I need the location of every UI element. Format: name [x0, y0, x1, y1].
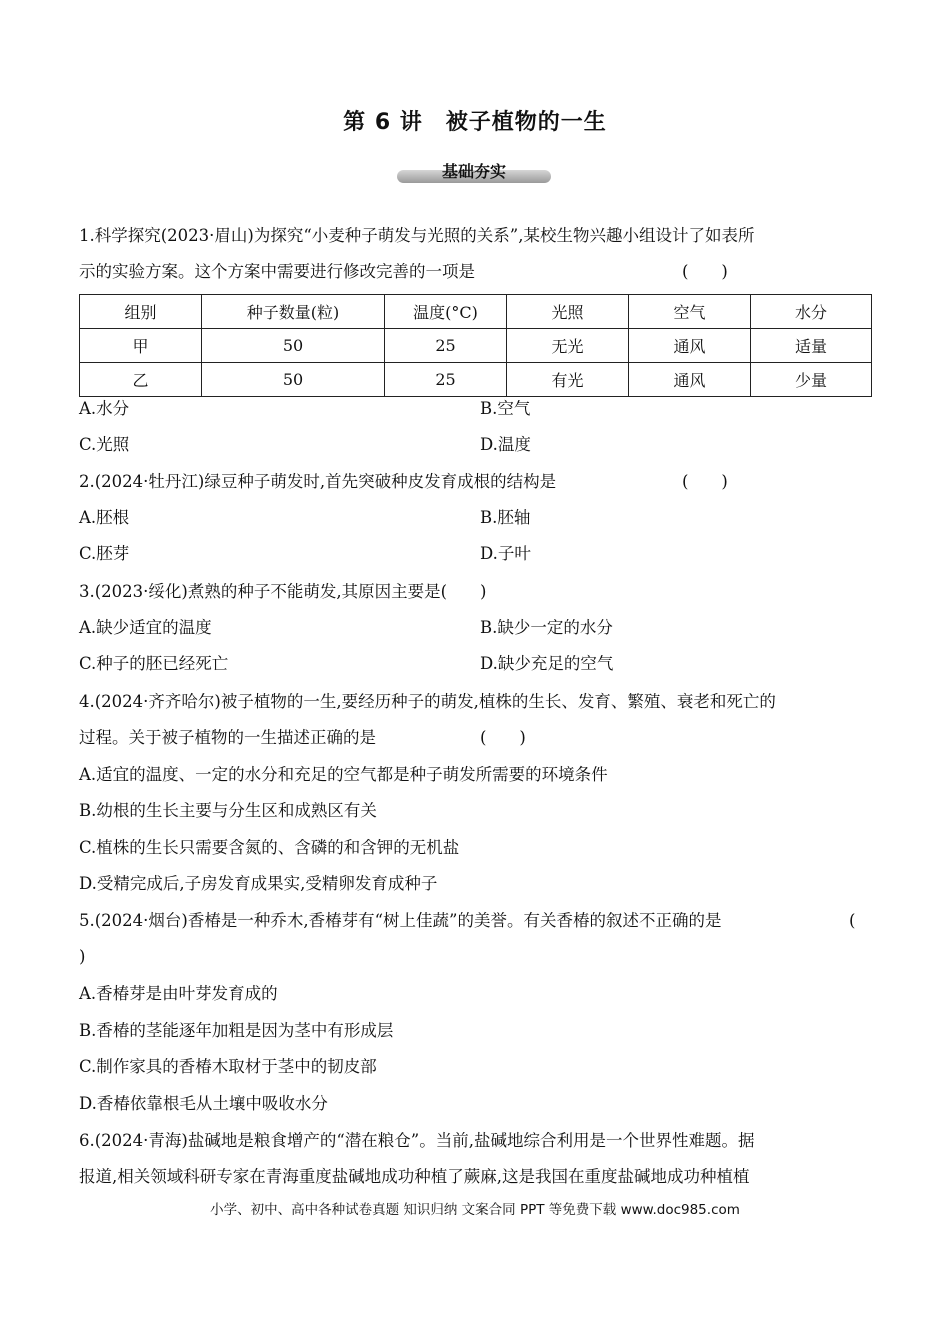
q2-answer-blank: ( ) [682, 472, 728, 491]
section-heading: 基础夯实 [441, 162, 506, 181]
table-cell: 50 [202, 363, 385, 397]
q3-option-c: C.种子的胚已经死亡 [79, 654, 229, 673]
table-cell: 通风 [629, 329, 751, 363]
q6-stem-line1: 6.(2024·青海)盐碱地是粮食增产的“潜在粮仓”。当前,盐碱地综合利用是一个世界性难题。据 [79, 1131, 755, 1150]
section-banner [397, 159, 551, 185]
table-cell: 25 [385, 363, 507, 397]
q1-stem-line2: 示的实验方案。这个方案中需要进行修改完善的一项是 [79, 262, 475, 281]
table-header-cell: 温度(°C) [385, 295, 507, 329]
q2-option-b: B.胚轴 [480, 508, 531, 527]
q3-option-d: D.缺少充足的空气 [480, 654, 614, 673]
table-cell: 乙 [80, 363, 202, 397]
page-title: 第 6 讲 被子植物的一生 [343, 110, 607, 135]
table-header-cell: 组别 [80, 295, 202, 329]
table-header-cell: 种子数量(粒) [202, 295, 385, 329]
q4-stem-line1: 4.(2024·齐齐哈尔)被子植物的一生,要经历种子的萌发,植株的生长、发育、繁殖、衰老和死亡的 [79, 692, 776, 711]
table-cell: 通风 [629, 363, 751, 397]
table-cell: 50 [202, 329, 385, 363]
table-row [80, 329, 872, 363]
q2-option-d: D.子叶 [480, 544, 531, 563]
q5-answer-blank-close: ) [79, 947, 86, 966]
q4-option-c: C.植株的生长只需要含氮的、含磷的和含钾的无机盐 [79, 838, 460, 857]
q2-option-c: C.胚芽 [79, 544, 130, 563]
experiment-table [79, 294, 872, 397]
q5-option-d: D.香椿依靠根毛从土壤中吸收水分 [79, 1094, 328, 1113]
table-header-cell: 空气 [629, 295, 751, 329]
q4-option-d: D.受精完成后,子房发育成果实,受精卵发育成种子 [79, 874, 438, 893]
table-cell: 25 [385, 329, 507, 363]
q1-option-b: B.空气 [480, 399, 531, 418]
q5-answer-blank-open: ( [849, 911, 856, 930]
q2-stem: 2.(2024·牡丹江)绿豆种子萌发时,首先突破种皮发育成根的结构是 [79, 472, 557, 491]
q1-option-d: D.温度 [480, 435, 531, 454]
table-cell: 有光 [507, 363, 629, 397]
q1-option-c: C.光照 [79, 435, 130, 454]
table-header-cell: 光照 [507, 295, 629, 329]
table-row [80, 363, 872, 397]
q6-stem-line2: 报道,相关领域科研专家在青海重度盐碱地成功种植了蕨麻,这是我国在重度盐碱地成功种植植 [79, 1167, 750, 1186]
q1-option-a: A.水分 [79, 399, 130, 418]
table-cell: 甲 [80, 329, 202, 363]
q1-stem-line1: 1.科学探究(2023·眉山)为探究“小麦种子萌发与光照的关系”,某校生物兴趣小组设计了如表所 [79, 226, 755, 245]
q4-option-b: B.幼根的生长主要与分生区和成熟区有关 [79, 801, 377, 820]
table-cell: 无光 [507, 329, 629, 363]
q3-stem: 3.(2023·绥化)煮熟的种子不能萌发,其原因主要是( ) [79, 582, 487, 601]
q1-answer-blank: ( ) [682, 262, 728, 281]
q4-answer-blank: ( ) [480, 728, 526, 747]
q5-option-a: A.香椿芽是由叶芽发育成的 [79, 984, 278, 1003]
table-cell: 少量 [751, 363, 872, 397]
q4-stem-line2: 过程。关于被子植物的一生描述正确的是 [79, 728, 376, 747]
table-header-row [80, 295, 872, 329]
table-header-cell: 水分 [751, 295, 872, 329]
q3-option-b: B.缺少一定的水分 [480, 618, 613, 637]
q3-option-a: A.缺少适宜的温度 [79, 618, 212, 637]
q2-option-a: A.胚根 [79, 508, 130, 527]
table-cell: 适量 [751, 329, 872, 363]
q5-option-c: C.制作家具的香椿木取材于茎中的韧皮部 [79, 1057, 377, 1076]
q5-option-b: B.香椿的茎能逐年加粗是因为茎中有形成层 [79, 1021, 394, 1040]
page-footer: 小学、初中、高中各种试卷真题 知识归纳 文案合同 PPT 等免费下载 www.doc985.com [210, 1202, 740, 1218]
q4-option-a: A.适宜的温度、一定的水分和充足的空气都是种子萌发所需要的环境条件 [79, 765, 608, 784]
q5-stem-line1: 5.(2024·烟台)香椿是一种乔木,香椿芽有“树上佳蔬”的美誉。有关香椿的叙述不正确的是 [79, 911, 722, 930]
